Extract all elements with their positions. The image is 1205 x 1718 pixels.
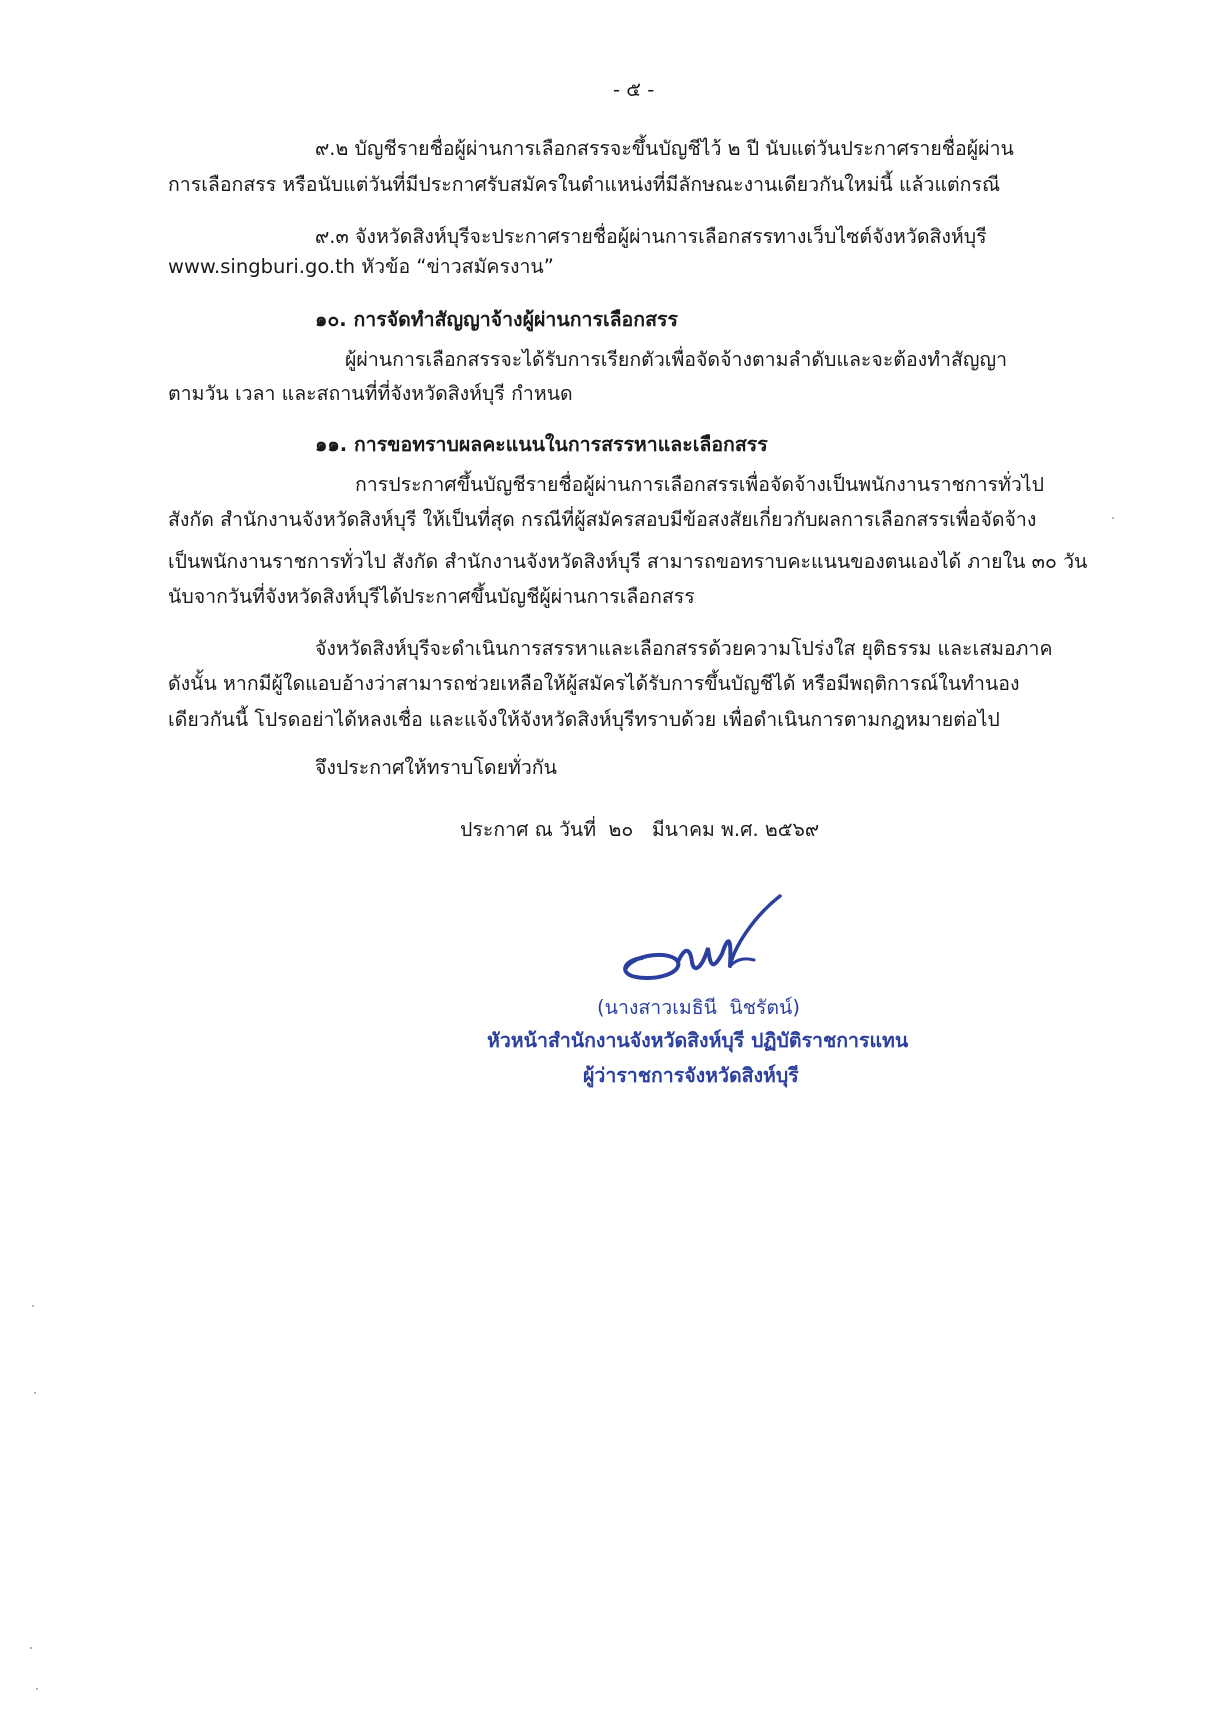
scan-speck bbox=[36, 1688, 38, 1690]
closing-statement: จึงประกาศให้ทราบโดยทั่วกัน bbox=[315, 756, 557, 779]
scan-speck bbox=[34, 1392, 36, 1394]
transparency-line-2: ดังนั้น หากมีผู้ใดแอบอ้างว่าสามารถช่วยเหลือให้ผู้สมัครได้รับการขึ้นบัญชีได้ หรือมีพฤติการณ์ในทำนอง bbox=[168, 672, 1020, 695]
section-11-heading: ๑๑. การขอทราบผลคะแนนในการสรรหาและเลือกสรร bbox=[315, 433, 768, 456]
transparency-line-1: จังหวัดสิงห์บุรีจะดำเนินการสรรหาและเลือกสรรด้วยความโปร่งใส ยุติธรรม และเสมอภาค bbox=[315, 637, 1053, 660]
section-10-line-1: ผู้ผ่านการเลือกสรรจะได้รับการเรียกตัวเพื่อจัดจ้างตามลำดับและจะต้องทำสัญญา bbox=[345, 348, 1008, 371]
transparency-line-3: เดียวกันนี้ โปรดอย่าได้หลงเชื่อ และแจ้งให้จังหวัดสิงห์บุรีทราบด้วย เพื่อดำเนินการตามกฎหมายต่อไป bbox=[168, 708, 1000, 731]
scan-speck bbox=[1112, 517, 1114, 519]
section-10-line-2: ตามวัน เวลา และสถานที่ที่จังหวัดสิงห์บุรี กำหนด bbox=[168, 382, 573, 405]
clause-9-3-line-2: www.singburi.go.th หัวข้อ “ข่าวสมัครงาน” bbox=[168, 255, 554, 278]
signatory-title: หัวหน้าสำนักงานจังหวัดสิงห์บุรี ปฏิบัติราชการแทน bbox=[487, 1029, 909, 1052]
scan-speck bbox=[32, 1305, 34, 1307]
section-11-line-4: นับจากวันที่จังหวัดสิงห์บุรีได้ประกาศขึ้นบัญชีผู้ผ่านการเลือกสรร bbox=[168, 585, 695, 608]
section-11-line-1: การประกาศขึ้นบัญชีรายชื่อผู้ผ่านการเลือกสรรเพื่อจัดจ้างเป็นพนักงานราชการทั่วไป bbox=[355, 473, 1044, 496]
clause-9-2-line-1: ๙.๒ บัญชีรายชื่อผู้ผ่านการเลือกสรรจะขึ้นบัญชีไว้ ๒ ปี นับแต่วันประกาศรายชื่อผู้ผ่าน bbox=[315, 137, 1014, 160]
section-10-heading: ๑๐. การจัดทำสัญญาจ้างผู้ผ่านการเลือกสรร bbox=[315, 308, 678, 331]
signatory-name: (นางสาวเมธินี นิชรัตน์) bbox=[597, 996, 800, 1019]
section-11-line-3: เป็นพนักงานราชการทั่วไป สังกัด สำนักงานจังหวัดสิงห์บุรี สามารถขอทราบคะแนนของตนเองได้ ภายใน ๓๐ วัน bbox=[168, 550, 1088, 573]
announcement-date: ประกาศ ณ วันที่ ๒๐ มีนาคม พ.ศ. ๒๕๖๙ bbox=[460, 818, 820, 841]
page-number: - ๕ - bbox=[613, 78, 655, 101]
handwritten-signature bbox=[612, 888, 782, 1008]
signatory-role: ผู้ว่าราชการจังหวัดสิงห์บุรี bbox=[583, 1064, 799, 1087]
scan-speck bbox=[30, 1647, 32, 1649]
clause-9-3-line-1: ๙.๓ จังหวัดสิงห์บุรีจะประกาศรายชื่อผู้ผ่านการเลือกสรรทางเว็บไซต์จังหวัดสิงห์บุรี bbox=[315, 225, 987, 248]
clause-9-2-line-2: การเลือกสรร หรือนับแต่วันที่มีประกาศรับสมัครในตำแหน่งที่มีลักษณะงานเดียวกันใหม่นี้ แล้วแต่กรณี bbox=[168, 173, 1001, 196]
section-11-line-2: สังกัด สำนักงานจังหวัดสิงห์บุรี ให้เป็นที่สุด กรณีที่ผู้สมัครสอบมีข้อสงสัยเกี่ยวกับผลการเลือกสรรเพื่อจัดจ้าง bbox=[168, 508, 1037, 531]
